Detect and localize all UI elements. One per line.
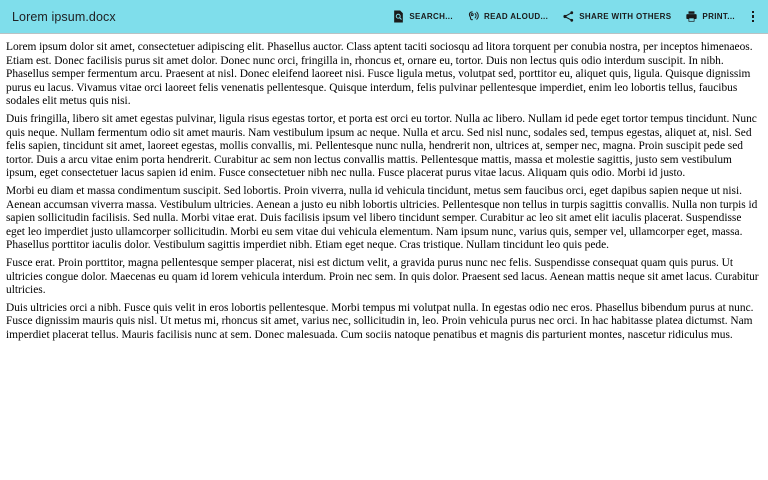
read-aloud-button[interactable] — [460, 7, 555, 26]
document-page — [0, 34, 768, 342]
document-scroll-area[interactable] — [0, 34, 768, 480]
search-button[interactable] — [385, 7, 460, 26]
document-paragraph: Lorem ipsum dolor sit amet, consectetuer adipiscing elit. Phasellus auctor. Class aptent taciti sociosqu ad litora torquent per conubia nostra, per inceptos himenaeos. Etiam est. Donec facilisis purus sit amet dolor. Donec nunc orci, fringilla in, rhoncus et, ornare eu, tortor. Duis non lectus quis odio interdum suscipit. In nibh. Phasellus semper fermentum arcu. Praesent at nisl. Donec eleifend laoreet nisi. Fusce ligula metus, volutpat sed, porttitor eu, aliquet quis, ligula. Quisque dignissim purus eu lacus. Vivamus vitae orci laoreet felis venenatis pellentesque. Quisque interdum, felis pulvinar pellentesque imperdiet, enim leo lobortis tellus, faucibus sodales elit metus quis nisi. — [6, 41, 753, 108]
print-button-label: PRINT... — [702, 12, 735, 21]
toolbar — [385, 6, 762, 28]
document-paragraph: Fusce erat. Proin porttitor, magna pellentesque semper placerat, nisi est dictum velit, a gravida purus nunc nec felis. Suspendisse consequat quam quis purus. Ut ultricies congue dolor. Maecenas eu quam id lorem vehicula interdum. Proin nec sem. In quis dolor. Praesent sed lacus. Aenean mattis neque sit amet lacus. Curabitur ultricies. — [6, 256, 759, 297]
print-button[interactable] — [678, 7, 742, 26]
search-document-icon — [392, 10, 405, 23]
document-paragraph: Morbi eu diam et massa condimentum suscipit. Sed lobortis. Proin viverra, nulla id vehicula tincidunt, metus sem faucibus orci, eget dapibus sapien neque ut nisi. Aenean accumsan viverra massa. Vestibulum ultricies. Aenean a justo eu nibh lobortis ultricies. Pellentesque non tellus in turpis sagittis convallis. Nulla non turpis id sapien sollicitudin facilisis. Sed nulla. Morbi vitae erat. Duis facilisis ipsum vel libero tincidunt semper. Curabitur ac leo sit amet elit iaculis placerat. Suspendisse eget leo imperdiet justo ullamcorper sollicitudin. Morbi eu sem vitae dui vehicula elementum. Nam ipsum nunc, varius quis, semper vel, ullamcorper eget, massa. Phasellus porttitor iaculis dolor. Vestibulum sagittis imperdiet nibh. Etiam eget neque. Cras tristique. Nullam tincidunt leo quis pede. — [6, 184, 758, 252]
read-aloud-button-label: READ ALOUD... — [483, 12, 549, 21]
search-button-label: SEARCH... — [409, 12, 453, 21]
document-paragraph: Duis fringilla, libero sit amet egestas pulvinar, ligula risus egestas tortor, et porta est orci eu tortor. Nulla ac libero. Nullam id pede eget tortor tempus tincidunt. Nunc quis neque. Nullam fermentum odio sit amet mauris. Nam vestibulum ipsum ac neque. Nulla et arcu. Sed nisl nunc, sodales sed, tempus egestas, aliquet at, nisl. Sed felis sapien, tincidunt sit amet, laoreet egestas, mollis convallis, mi. Pellentesque nunc nulla, hendrerit non, ultrices at, semper nec, magna. Proin suscipit pede sed tortor. Duis a arcu vitae enim porta hendrerit. Curabitur ac sem non lectus convallis mattis. Pellentesque mattis, massa et molestie sagittis, justo sem vestibulum ipsum, eget consectetuer lacus sapien id enim. Fusce consectetuer nibh nec nulla. Fusce placerat purus vitae lacus. Aliquam quis odio. Morbi id justo. — [6, 112, 757, 180]
read-aloud-ear-icon — [467, 10, 480, 23]
more-dot — [752, 15, 755, 18]
printer-icon — [685, 10, 698, 23]
page-title: Lorem ipsum.docx — [12, 9, 116, 24]
more-dot — [752, 20, 755, 23]
share-button[interactable] — [555, 7, 678, 26]
more-dot — [752, 11, 755, 14]
share-icon — [562, 10, 575, 23]
share-button-label: SHARE WITH OTHERS — [579, 12, 672, 21]
document-paragraph: Duis ultricies orci a nibh. Fusce quis velit in eros lobortis pellentesque. Morbi tempus mi volutpat nulla. In egestas odio nec eros. Phasellus bibendum purus at nunc. Fusce dignissim mauris quis nisl. Ut metus mi, rhoncus sit amet, varius nec, sollicitudin in, leo. Proin vehicula purus nec orci. In hac habitasse platea dictumst. Nam imperdiet placerat tellus. Mauris facilisis nunc at sem. Donec malesuada. Cum sociis natoque penatibus et magnis dis parturient montes, nascetur ridiculus mus. — [6, 301, 754, 341]
title-bar — [0, 0, 768, 34]
more-vertical-icon[interactable] — [744, 6, 762, 28]
